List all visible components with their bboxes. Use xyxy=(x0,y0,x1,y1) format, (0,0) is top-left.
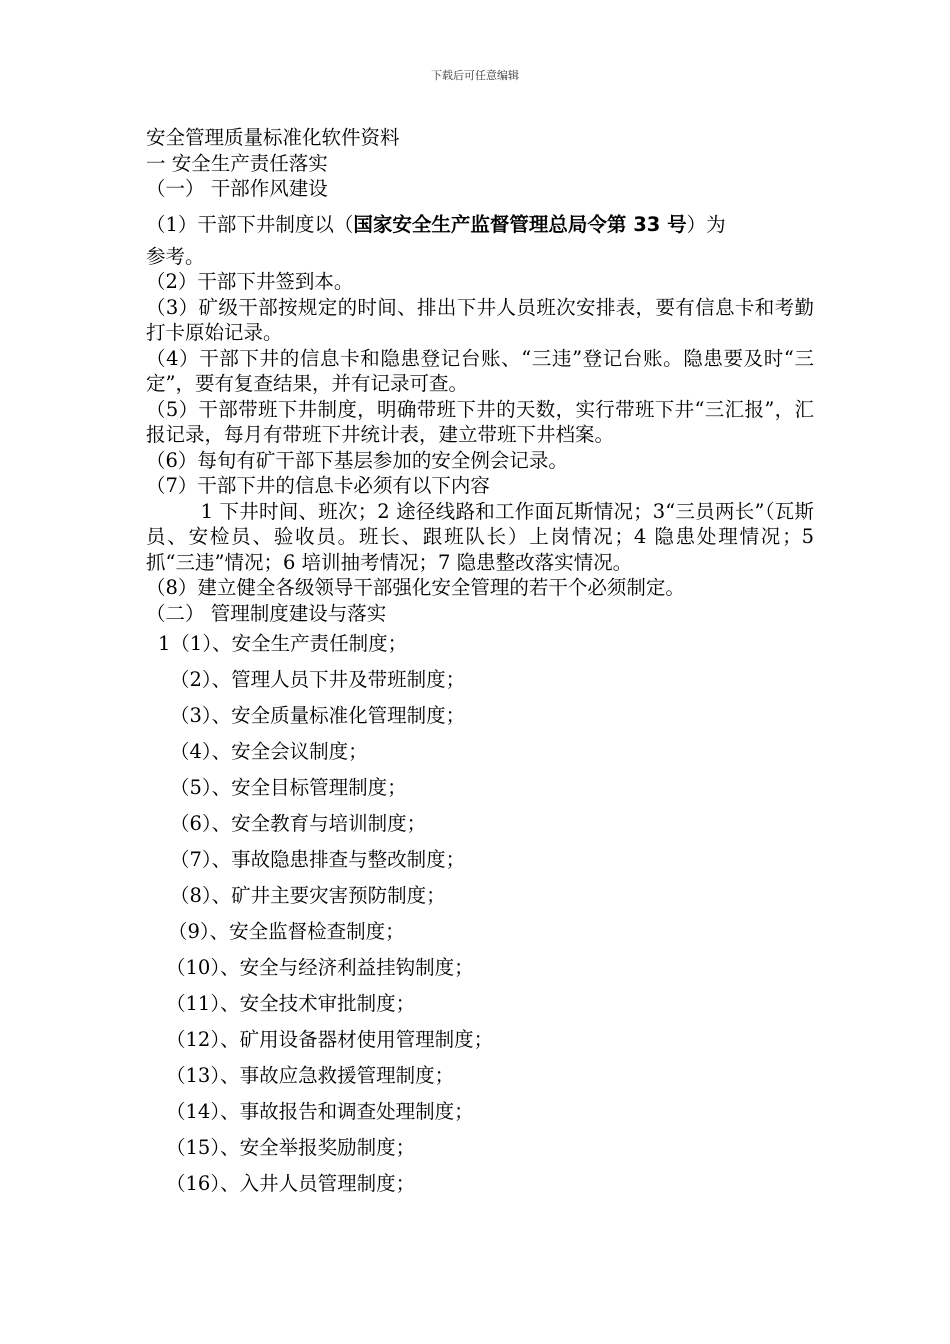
paragraph-6: （6）每旬有矿干部下基层参加的安全例会记录。 xyxy=(146,448,568,472)
list-item: （2）、管理人员下井及带班制度； xyxy=(170,668,466,691)
paragraph-4: （4）干部下井的信息卡和隐患登记台账、“三违”登记台账。隐患要及时“三定”，要有复查结果，并有记录可查。 xyxy=(146,346,814,395)
regulation-reference: 国家安全生产监督管理总局令第 33 号 xyxy=(353,212,687,236)
document-body xyxy=(146,125,814,1202)
list-item: （16）、入井人员管理制度； xyxy=(166,1172,416,1195)
list-item: （6）、安全教育与培训制度； xyxy=(170,812,427,835)
list-item: （14）、事故报告和调查处理制度； xyxy=(166,1100,474,1123)
list-item: （10）、安全与经济利益挂钩制度； xyxy=(166,956,474,979)
list-item: （7）、事故隐患排查与整改制度； xyxy=(170,848,466,871)
list-item: （9）、安全监督检查制度； xyxy=(168,920,405,943)
paragraph-8: （8）建立健全各级领导干部强化安全管理的若干个必须制定。 xyxy=(146,576,685,599)
list-item: （5）、安全目标管理制度； xyxy=(170,776,407,799)
section-heading-1: 一 安全生产责任落实 xyxy=(146,151,328,175)
paragraph-3: （3）矿级干部按规定的时间、排出下井人员班次安排表，要有信息卡和考勤打卡原始记录。 xyxy=(146,295,814,344)
list-item: （3）、安全质量标准化管理制度； xyxy=(170,704,466,727)
system-list xyxy=(146,626,814,1202)
list-item: （12）、矿用设备器材使用管理制度； xyxy=(166,1028,494,1051)
paragraph-7: （7）干部下井的信息卡必须有以下内容 xyxy=(146,474,490,497)
list-item: （8）、矿井主要灾害预防制度； xyxy=(170,884,446,907)
subsection-heading-1: （一） 干部作风建设 xyxy=(146,177,328,200)
list-item: （11）、安全技术审批制度； xyxy=(166,992,416,1015)
paragraph-5: （5）干部带班下井制度，明确带班下井的天数，实行带班下井“三汇报”，汇报记录，每月有带班下井统计表，建立带班下井档案。 xyxy=(146,397,814,446)
list-item: （4）、安全会议制度； xyxy=(170,740,368,763)
paragraph-1 xyxy=(146,210,814,240)
page-header: 下载后可任意编辑 xyxy=(431,69,519,82)
list-item: 1（1）、安全生产责任制度； xyxy=(158,632,408,655)
paragraph-1-continuation: 参考。 xyxy=(146,244,205,268)
paragraph-2: （2）干部下井签到本。 xyxy=(146,270,354,293)
list-item: （15）、安全举报奖励制度； xyxy=(166,1136,416,1159)
paragraph-1-prefix: （1）干部下井制度以（ xyxy=(146,212,354,236)
paragraph-1-suffix: ）为 xyxy=(686,212,726,236)
paragraph-7-detail: 1 下井时间、班次；2 途径线路和工作面瓦斯情况；3“三员两长”（瓦斯员、安检员、验收员。班长、跟班队长）上岗情况；4 隐患处理情况；5 抓“三违”情况；6 培训抽考情况；7 隐患整改落实情况。 xyxy=(146,499,814,574)
document-title: 安全管理质量标准化软件资料 xyxy=(146,126,400,149)
subsection-heading-2: （二） 管理制度建设与落实 xyxy=(146,601,387,625)
list-item: （13）、事故应急救援管理制度； xyxy=(166,1064,455,1087)
